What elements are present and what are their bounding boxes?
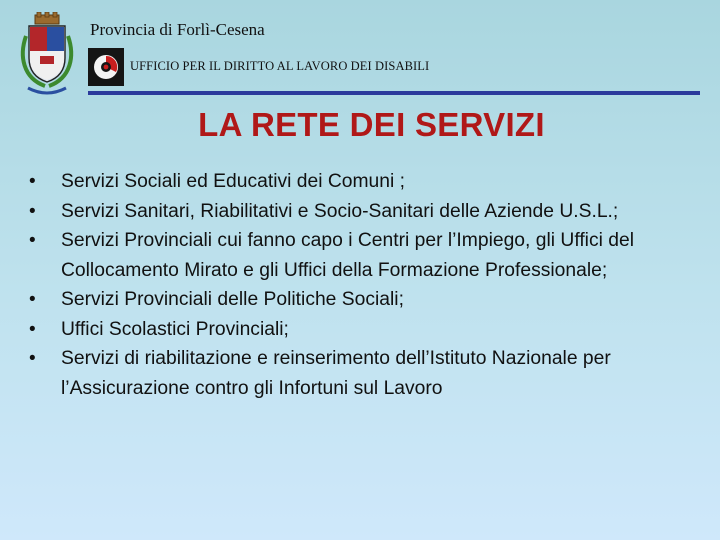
header-divider	[88, 91, 700, 95]
bullet-list	[29, 167, 701, 403]
bullet-marker: •	[29, 318, 36, 340]
bullet-marker: •	[29, 289, 36, 310]
organization-name: Provincia di Forlì-Cesena	[90, 20, 265, 39]
bullet-marker: •	[29, 230, 36, 251]
list-item-text: Servizi Sanitari, Riabilitativi e Socio-Sanitari delle Aziende U.S.L.;	[61, 200, 619, 222]
list-item	[29, 315, 701, 345]
list-item	[29, 226, 701, 285]
bullet-marker: •	[29, 348, 36, 369]
list-item-text: Servizi Provinciali cui fanno capo i Centri per l’Impiego, gli Uffici del Collocamento Mirato e gli Uffici della Formazione Professionale;	[61, 230, 634, 281]
list-item-text: Servizi Provinciali delle Politiche Sociali;	[61, 289, 404, 310]
list-item	[29, 167, 701, 197]
list-item	[29, 285, 701, 315]
list-item	[29, 197, 701, 227]
list-item-text: Servizi Sociali ed Educativi dei Comuni ;	[61, 171, 406, 192]
list-item	[29, 344, 701, 403]
bullet-marker: •	[29, 200, 36, 222]
list-item-text: Servizi di riabilitazione e reinserimento dell’Istituto Nazionale per l’Assicurazione contro gli Infortuni sul Lavoro	[61, 348, 611, 399]
list-item-text: Uffici Scolastici Provinciali;	[61, 318, 289, 340]
slide-title: LA RETE DEI SERVIZI	[198, 106, 545, 143]
bullet-marker: •	[29, 171, 36, 192]
office-emblem-icon	[88, 48, 124, 86]
coat-of-arms-icon	[18, 12, 76, 96]
office-name: UFFICIO PER IL DIRITTO AL LAVORO DEI DISABILI	[130, 59, 430, 73]
